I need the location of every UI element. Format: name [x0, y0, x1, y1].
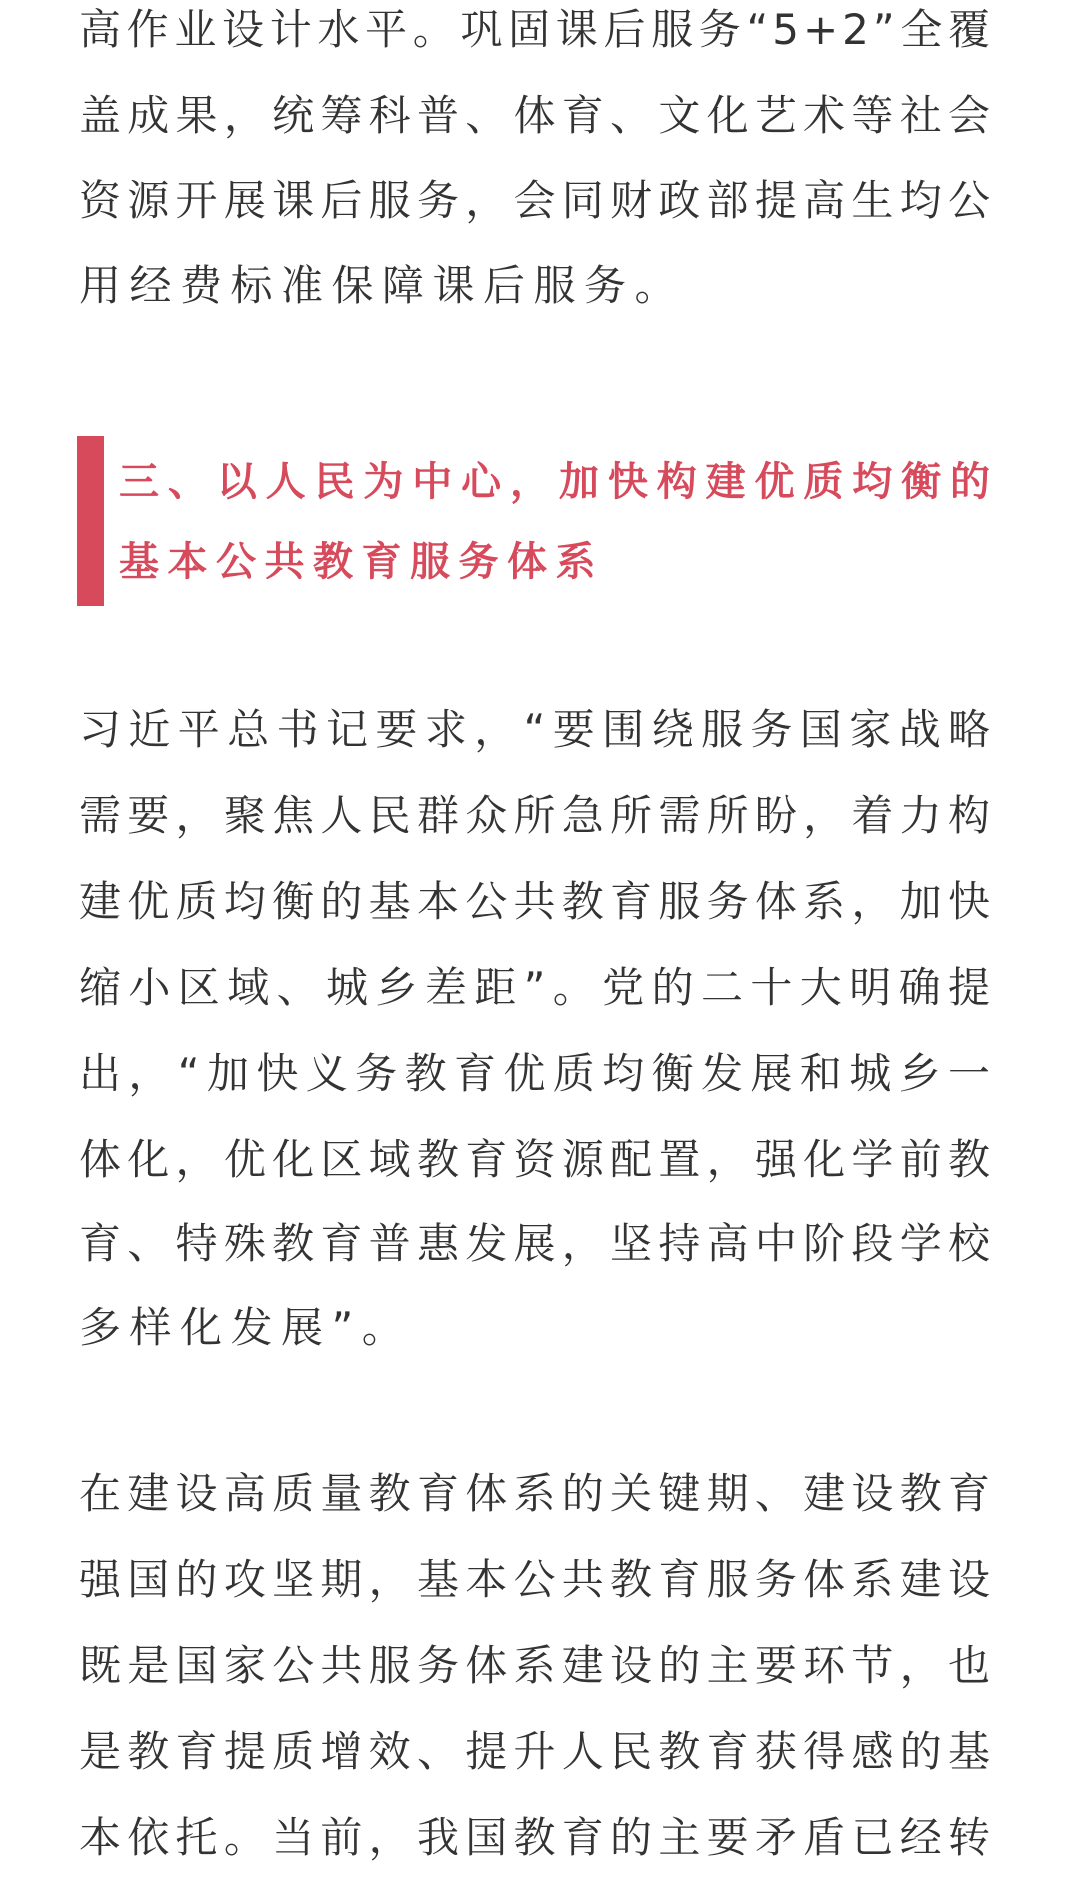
- text-line: 用经费标准保障课后服务。: [79, 261, 686, 310]
- text-line: 多样化发展”。: [79, 1303, 413, 1352]
- text-line: 是教育提质增效、提升人民教育获得感的基: [79, 1727, 994, 1776]
- text-line: 缩小区域、城乡差距”。党的二十大明确提: [79, 963, 994, 1012]
- text-line: 盖成果，统筹科普、体育、文化艺术等社会: [79, 91, 994, 140]
- text-line: 既是国家公共服务体系建设的主要环节，也: [79, 1641, 994, 1690]
- text-line: 本依托。当前，我国教育的主要矛盾已经转: [79, 1813, 994, 1862]
- heading-line: 三、以人民为中心，加快构建优质均衡的: [119, 459, 994, 505]
- heading-accent-bar: [77, 436, 104, 606]
- text-line: 资源开展课后服务，会同财政部提高生均公: [79, 176, 994, 225]
- text-line: 强国的攻坚期，基本公共教育服务体系建设: [79, 1555, 994, 1604]
- text-line: 体化，优化区域教育资源配置，强化学前教: [79, 1135, 994, 1184]
- heading-line: 基本公共教育服务体系: [119, 539, 604, 585]
- text-line: 在建设高质量教育体系的关键期、建设教育: [79, 1469, 994, 1518]
- text-line: 建优质均衡的基本公共教育服务体系，加快: [79, 877, 994, 926]
- text-line: 出，“加快义务教育优质均衡发展和城乡一: [79, 1049, 994, 1098]
- text-line: 需要，聚焦人民群众所急所需所盼，着力构: [79, 791, 994, 840]
- text-line: 习近平总书记要求，“要围绕服务国家战略: [79, 705, 994, 754]
- text-line: 育、特殊教育普惠发展，坚持高中阶段学校: [79, 1219, 994, 1268]
- text-line: 高作业设计水平。巩固课后服务“5+2”全覆: [79, 5, 994, 54]
